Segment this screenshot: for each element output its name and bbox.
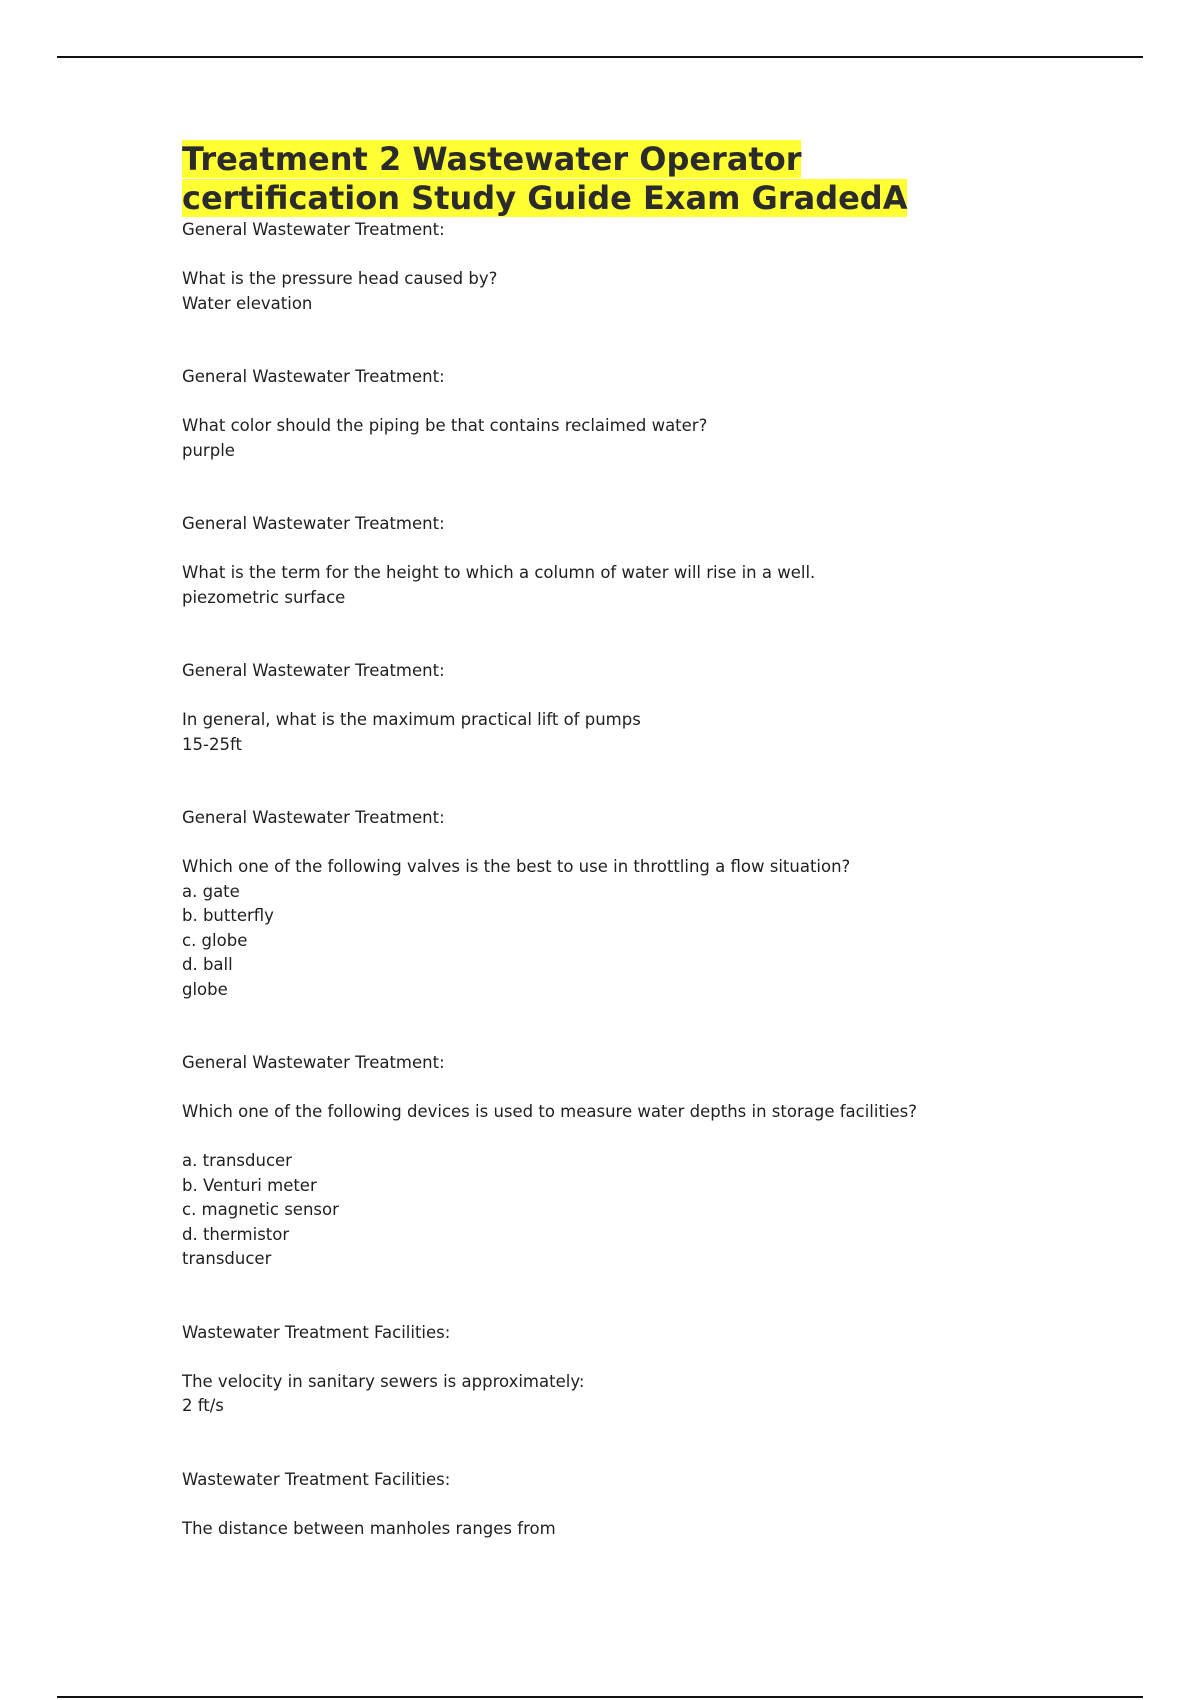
qa-option: a. transducer [182, 1151, 292, 1170]
qa-question: What is the pressure head caused by? [182, 269, 498, 288]
title-line-2: certification Study Guide Exam GradedA [182, 179, 908, 217]
qa-question: Which one of the following devices is used to measure water depths in storage facilities? [182, 1102, 918, 1121]
qa-category: General Wastewater Treatment: [182, 367, 445, 386]
qa-answer: piezometric surface [182, 587, 346, 607]
qa-question: Which one of the following valves is the best to use in throttling a flow situation? [182, 857, 851, 876]
qa-category: General Wastewater Treatment: [182, 514, 445, 533]
qa-answer: 2 ft/s [182, 1396, 224, 1415]
qa-option: b. butterfly [182, 906, 274, 925]
document-body [182, 140, 1082, 1541]
qa-category: Wastewater Treatment Facilities: [182, 1469, 451, 1489]
qa-question: The distance between manholes ranges from [182, 1518, 556, 1538]
qa-list [182, 218, 1082, 1541]
qa-category: Wastewater Treatment Facilities: [182, 1322, 451, 1342]
qa-answer: purple [182, 440, 235, 460]
qa-option: b. Venturi meter [182, 1175, 317, 1195]
document-title [182, 140, 1082, 218]
qa-option: c. magnetic sensor [182, 1200, 339, 1219]
qa-answer: Water elevation [182, 293, 313, 313]
qa-category: General Wastewater Treatment: [182, 661, 445, 680]
qa-answer: transducer [182, 1249, 272, 1268]
qa-question: The velocity in sanitary sewers is approximately: [182, 1371, 585, 1391]
qa-option: d. thermistor [182, 1224, 290, 1244]
qa-category: General Wastewater Treatment: [182, 1053, 445, 1072]
qa-option: c. globe [182, 930, 248, 950]
qa-option: a. gate [182, 881, 240, 901]
qa-question: What is the term for the height to which a column of water will rise in a well. [182, 563, 816, 582]
bottom-rule [57, 1696, 1143, 1698]
qa-category: General Wastewater Treatment: [182, 220, 445, 239]
title-line-1: Treatment 2 Wastewater Operator [182, 140, 802, 178]
qa-category: General Wastewater Treatment: [182, 808, 445, 827]
qa-question: What color should the piping be that contains reclaimed water? [182, 416, 708, 435]
qa-question: In general, what is the maximum practical lift of pumps [182, 710, 641, 729]
top-rule [57, 56, 1143, 58]
qa-answer: globe [182, 979, 228, 999]
qa-answer: 15-25ft [182, 734, 242, 754]
qa-option: d. ball [182, 955, 233, 974]
